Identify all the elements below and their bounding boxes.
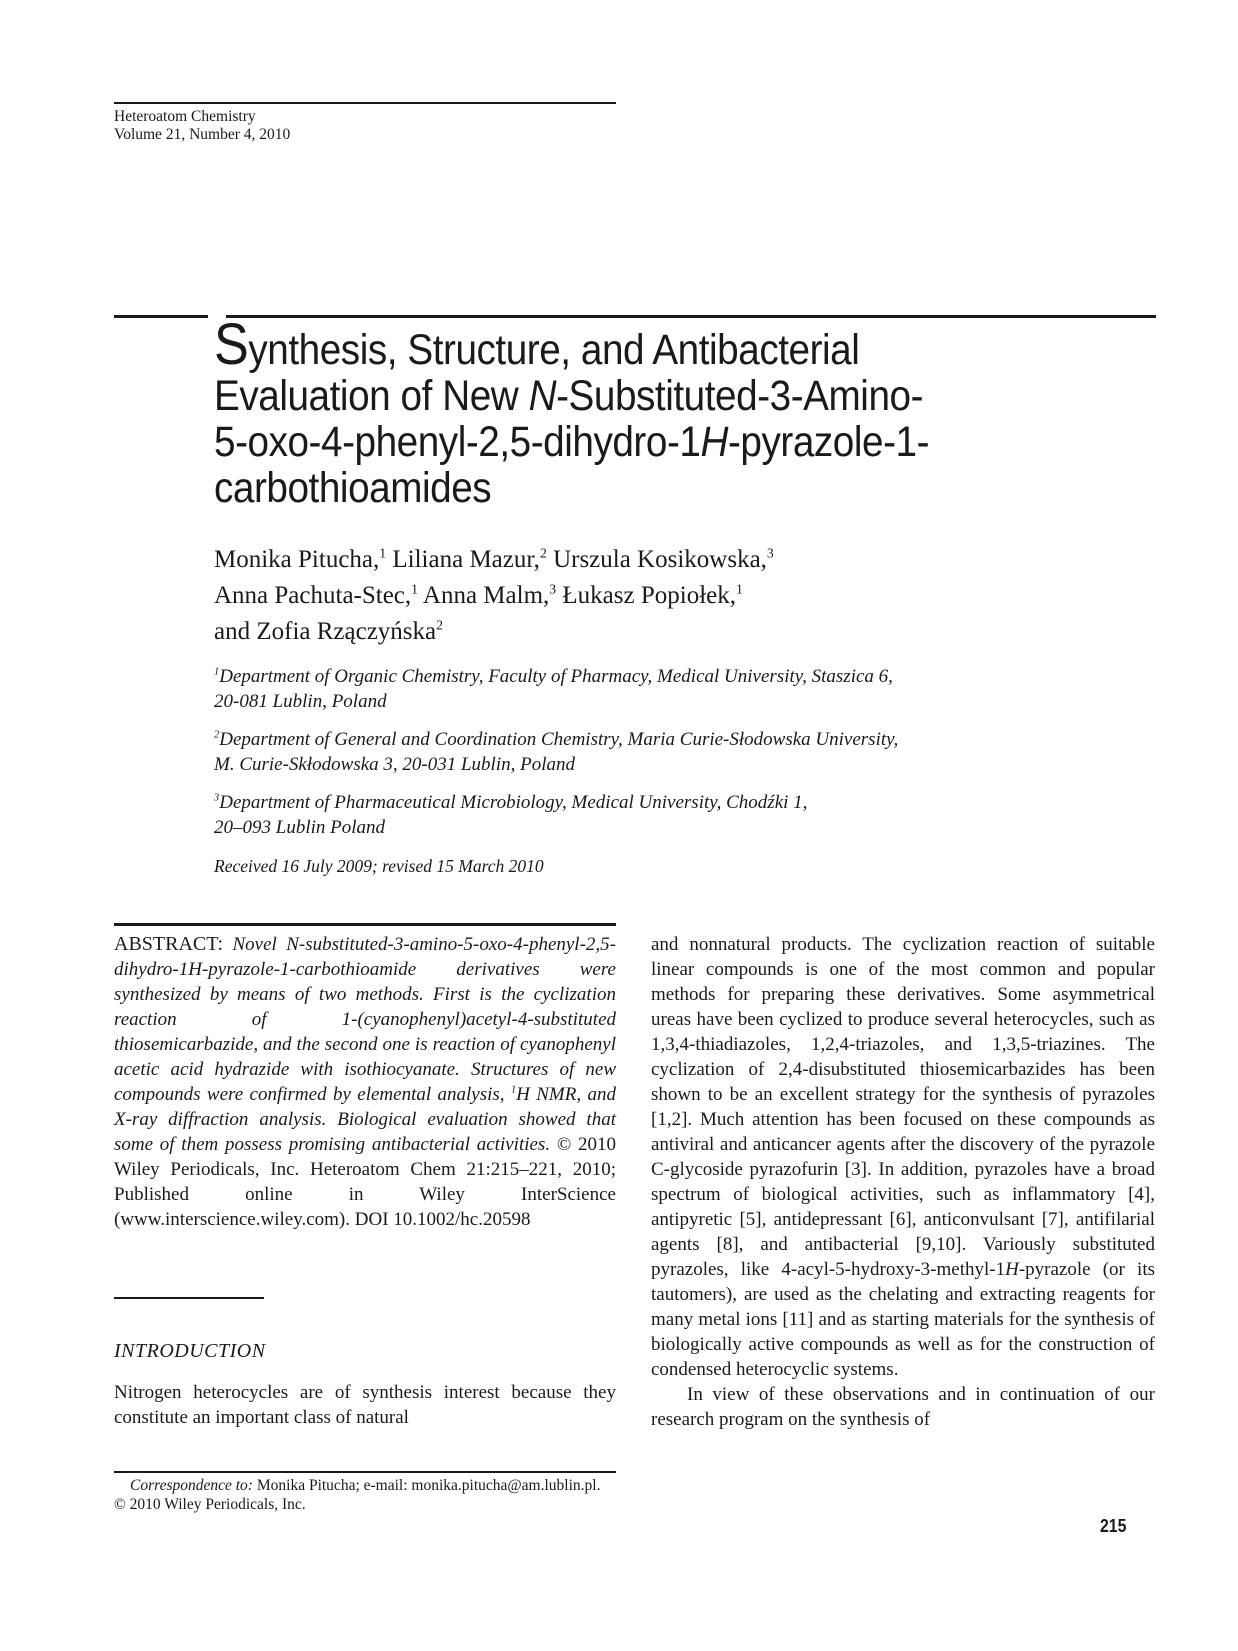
- page-number: 215: [1100, 1516, 1127, 1536]
- abstract-end-rule: [114, 1297, 264, 1299]
- abstract-rule: [114, 923, 616, 926]
- author: Anna Pachuta-Stec,: [214, 582, 412, 609]
- journal-header-rule: [114, 102, 616, 104]
- introduction-text-right: [651, 932, 1155, 1432]
- title-rule-left: [114, 315, 208, 318]
- author-list: [214, 542, 774, 650]
- footnote-label: Correspondence to:: [130, 1477, 253, 1494]
- abstract-citation: © 2010 Wiley Periodicals, Inc. Heteroatom Chem 21:215–221, 2010; Published online in Wiley InterScience (www.interscience.wiley.com). DOI 10.1002/hc.20598: [114, 1134, 616, 1230]
- abstract-text: Novel N-substituted-3-amino-5-oxo-4-phenyl-2,5-dihydro-1H-pyrazole-1-carbothioamide derivatives were synthesized by means of two methods. First is the cyclization reaction of 1-(cyanophenyl)acetyl-4-substituted thiosemicarbazide, and the second one is reaction of cyanophenyl acetic acid hydrazide with isothiocyanate. Structures of new compounds were confirmed by elemental analysis, $^1$H NMR, and X-ray diffraction analysis. Biological evaluation showed that some of them possess promising antibacterial activities.: [114, 934, 616, 1155]
- abstract: [114, 932, 616, 1232]
- author-line-2: Anna Pachuta-Stec,$^1$ Anna Malm,$^3$ Łukasz Popiołek,$^1$: [214, 581, 743, 609]
- footnote-rule: [114, 1471, 616, 1473]
- paragraph: and nonnatural products. The cyclization reaction of suitable linear compounds is one of the most common and popular methods for preparing these derivatives. Some asymmetrical ureas have been cyclized to produce several heterocycles, such as 1,3,4-thiadiazoles, 1,2,4-triazoles, and 1,3,5-triazines. The cyclization of 2,4-disubstituted thiosemicarbazides has been shown to be an excellent strategy for the synthesis of pyrazoles [1,2]. Much attention has been focused on these compounds as antiviral and anticancer agents after the discovery of the pyrazole C-glycoside pyrazofurin [3]. In addition, pyrazoles have a broad spectrum of biological activities, such as inflammatory [4], antipyretic [5], antidepressant [6], anticonvulsant [7], antifilarial agents [8], and antibacterial [9,10]. Variously substituted pyrazoles, like 4-acyl-5-hydroxy-3-methyl-1H-pyrazole (or its tautomers), are used as the chelating and extracting reagents for many metal ions [11] and as starting materials for the synthesis of biologically active compounds as well as for the construction of condensed heterocyclic systems.: [651, 934, 1156, 1380]
- journal-name: Heteroatom Chemistry: [114, 108, 256, 125]
- footnote-text: Monika Pitucha; e-mail: monika.pitucha@am.lublin.pl.: [252, 1477, 601, 1494]
- affiliation-1: $^1$Department of Organic Chemistry, Faculty of Pharmacy, Medical University, Staszica 6, 20-081 Lublin, Poland: [214, 666, 893, 712]
- author: Łukasz Popiołek,: [562, 582, 736, 609]
- author-line-1: Monika Pitucha,$^1$ Liliana Mazur,$^2$ Urszula Kosikowska,$^3$: [214, 545, 774, 573]
- article-title: [214, 312, 1060, 512]
- section-heading-introduction: INTRODUCTION: [114, 1340, 266, 1362]
- paragraph: In view of these observations and in continuation of our research program on the synthesis of: [651, 1384, 1155, 1430]
- title-line-1: Synthesis, Structure, and Antibacterial: [214, 312, 860, 377]
- author: and Zofia Rzączyńska: [214, 618, 437, 645]
- title-line-3: 5-oxo-4-phenyl-2,5-dihydro-1H-pyrazole-1-: [214, 418, 930, 466]
- correspondence-footnote: [114, 1476, 616, 1514]
- title-line-4: carbothioamides: [214, 464, 492, 512]
- title-dropcap: S: [214, 312, 249, 377]
- author: Anna Malm,: [422, 582, 550, 609]
- author: Urszula Kosikowska,: [553, 546, 767, 573]
- footnote-copyright: © 2010 Wiley Periodicals, Inc.: [114, 1496, 306, 1513]
- title-line-2: Evaluation of New N-Substituted-3-Amino-: [214, 372, 924, 420]
- affiliation-2: $^2$Department of General and Coordination Chemistry, Maria Curie-Słodowska University, M. Curie-Skłodowska 3, 20-031 Lublin, Poland: [214, 729, 899, 775]
- received-dates: Received 16 July 2009; revised 15 March 2010: [214, 856, 544, 876]
- author-line-3: and Zofia Rzączyńska$^2$: [214, 617, 443, 645]
- journal-header: [114, 108, 290, 144]
- journal-volume: Volume 21, Number 4, 2010: [114, 126, 291, 143]
- author: Monika Pitucha,: [214, 546, 380, 573]
- author: Liliana Mazur,: [392, 546, 540, 573]
- affiliation-3: $^3$Department of Pharmaceutical Microbiology, Medical University, Chodźki 1, 20–093 Lublin Poland: [214, 792, 808, 838]
- title-rule-right: [226, 315, 1156, 318]
- abstract-label: ABSTRACT:: [114, 933, 224, 955]
- introduction-text-left: Nitrogen heterocycles are of synthesis interest because they constitute an important class of natural: [114, 1382, 616, 1428]
